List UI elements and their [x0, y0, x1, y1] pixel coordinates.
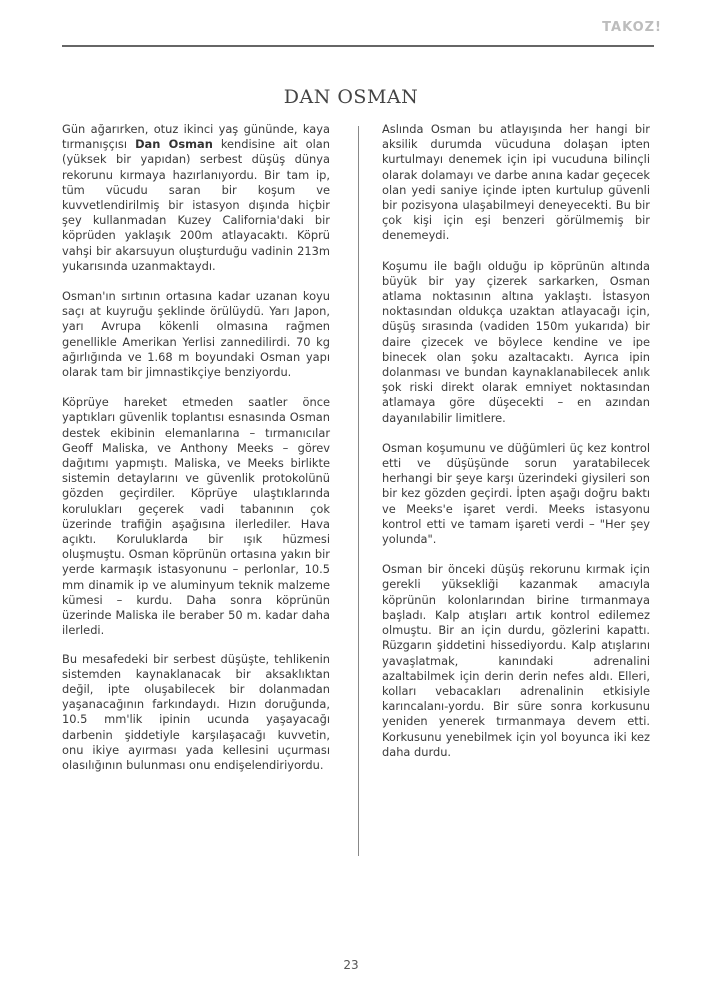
- section-label: TAKOZ!: [602, 20, 662, 35]
- right-paragraph-1: Aslında Osman bu atlayışında her hangi bir aksilik durumda vücuduna dolaşan ipten kurtulmayı denemek için ipi vucuduna bilinçli olarak dolamayı ve darbe anına kadar geçecek olan yedi saniye içinde ipten kurtulup güvenli bir pozisyona ulaşabilmeyi deneyecekti. Bu bir çok kişi için eşi benzeri görülmemiş bir denemeydi.: [382, 122, 650, 243]
- header-rule: [62, 45, 654, 47]
- right-paragraph-4: Osman bir önceki düşüş rekorunu kırmak için gerekli yüksekliği kazanmak amacıyla köprünün kolonlarından birine tırmanmaya başladı. Kalp atışları artık kontrol edilemez olmuştu. Bir an için durdu, gözlerini kapattı. Rüzgarın şiddetini hissediyordu. Kalp atışlarını yavaşlatmak, kanındaki adrenalini azaltabilmek için derin derin nefes aldı. Elleri, kolları vebacakları adrenalinin etkisiyle karıncalanı-yordu. Bir süre sonra korkusunu yeniden yenerek tırmanmaya devem etti. Korkusunu yenebilmek için yol boyunca iki kez daha durdu.: [382, 562, 650, 759]
- paragraph-text: kendisine ait olan (yüksek bir yapıdan) serbest düşüş dünya rekorunu kırmaya hazırlanıyordu. Bir tam ip, tüm vücudu saran bir koşum ve kuvvetlendirilmiş bir istasyon dışında hiçbir şey kullanmadan Kuzey California'daki bir köprüden yaklaşık 200m atlayacaktı. Köprü vahşi bir akarsuyun oluşturduğu vadinin 213m yukarısında uzanmaktaydı.: [62, 137, 330, 273]
- left-column: [62, 122, 330, 788]
- right-paragraph-3: Osman koşumunu ve düğümleri üç kez kontrol etti ve düşüşünde sorun yaratabilecek herhangi bir şeye karşı üzerindeki giysileri son bir kez gözden geçirdi. İpten aşağı doğru baktı ve Meeks'e işaret verdi. Meeks istasyonu kontrol etti ve tamam işareti verdi – "Her şey yolunda".: [382, 440, 650, 547]
- left-paragraph-1: [62, 122, 330, 274]
- subject-name: Dan Osman: [135, 137, 213, 152]
- left-paragraph-2: Osman'ın sırtının ortasına kadar uzanan koyu saçı at kuyruğu şeklinde örülüydü. Yarı Japon, yarı Avrupa kökenli olmasına rağmen genellikle Amerikan Yerlisi zannedilirdi. 70 kg ağırlığında ve 1.68 m boyundaki Osman yapı olarak tam bir jimnastikçiye benziyordu.: [62, 289, 330, 380]
- paragraph-text: Gün ağarırken, otuz ikinci yaş gününde, kaya tırmanışçısı: [62, 122, 330, 152]
- left-paragraph-3: Köprüye hareket etmeden saatler önce yaptıkları güvenlik toplantısı esnasında Osman destek ekibinin elemanlarına – tırmanıcılar Geoff Maliska, ve Anthony Meeks – görev dağıtımı yapmıştı. Maliska, ve Meeks birlikte sistemin detaylarını ve güvenlik protokolünü gözden geçirdiler. Köprüye ulaştıklarında korulukları geçerek vadi tabanının çok üzerinde trafiğin aşağısına ilerlediler. Hava açıktı. Koruluklarda bir ışık hüzmesi oluşmuştu. Osman köprünün ortasına yakın bir yerde karmaşık istasyonunu – perlonlar, 10.5 mm dinamik ip ve aluminyum teknik malzeme kümesi – kurdu. Daha sonra köprünün üzerinde Maliska ile beraber 50 m. kadar daha ilerledi.: [62, 395, 330, 638]
- right-column: [382, 122, 650, 775]
- article-title: DAN OSMAN: [283, 86, 419, 108]
- page-number: 23: [343, 958, 359, 972]
- right-paragraph-2: Koşumu ile bağlı olduğu ip köprünün altında büyük bir yay çizerek sarkarken, Osman atlama noktasının altına yaklaştı. İstasyon noktasından oldukça uzaktan atlayacağı için, düşüş sırasında (vadiden 150m yukarıda) bir daire çizecek ve böylece kendine ve ipe binecek olan şoku azaltacaktı. Ayrıca ipin dolanması ve bundan kaynaklanabilecek anlık şok riski direkt olarak emniyet noktasından atlamaya göre düşecekti – en azından dayanılabilir limitlere.: [382, 258, 650, 425]
- left-paragraph-4: Bu mesafedeki bir serbest düşüşte, tehlikenin sistemden kaynaklanacak bir aksaklıktan değil, ipte oluşabilecek bir dolanmadan yaşanacağının farkındaydı. Hızın doruğunda, 10.5 mm'lik ipinin ucunda yaşayacağı darbenin şiddetiyle karşılaşacağı kuvvetin, onu ikiye ayırması yada kellesini uçurması olasılığının bulunması onu endişelendiriyordu.: [62, 651, 330, 772]
- column-divider: [358, 126, 359, 856]
